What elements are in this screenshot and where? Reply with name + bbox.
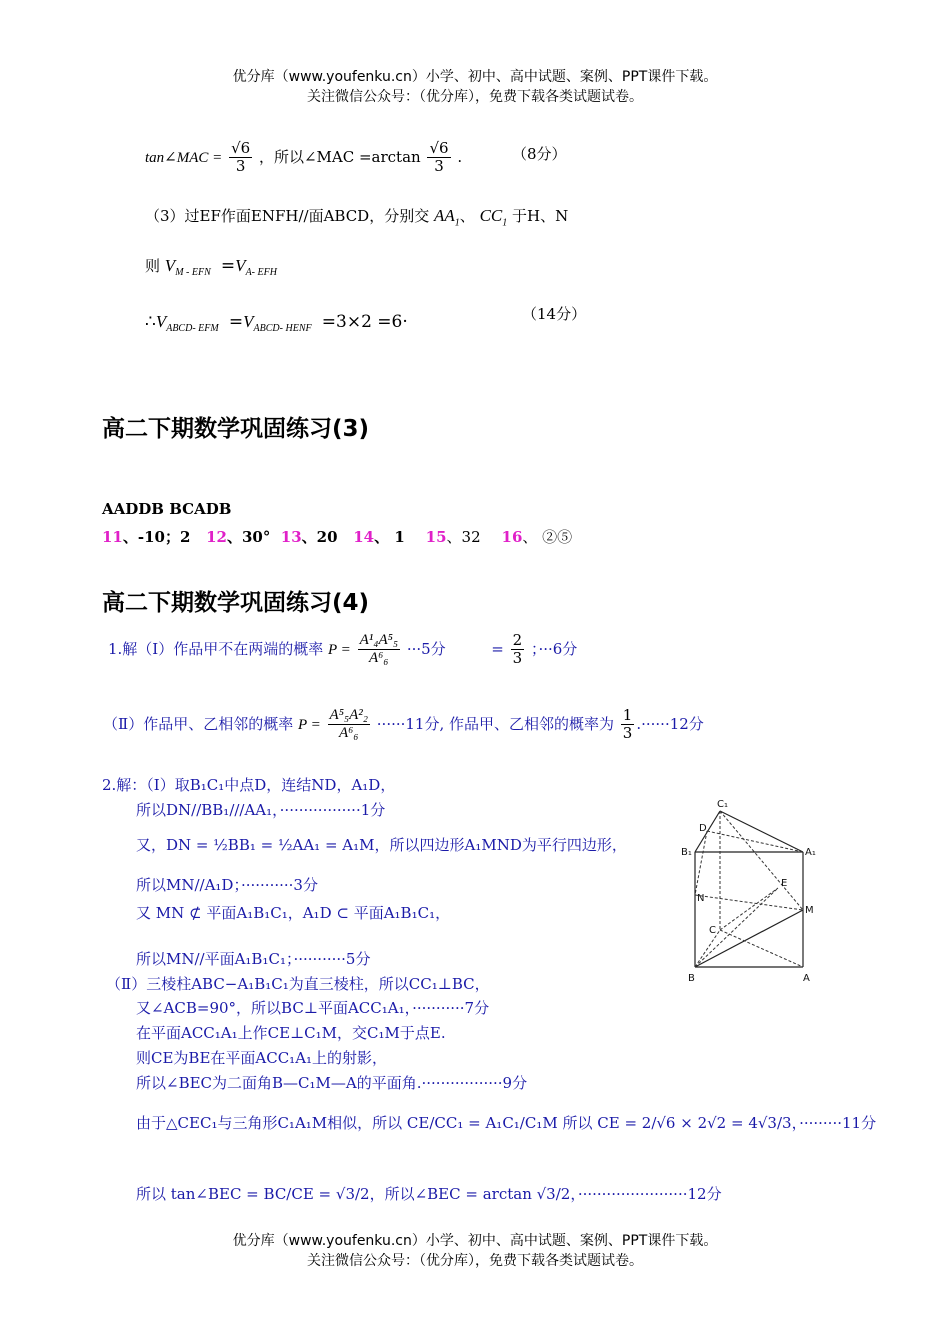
header-line-2: 关注微信公众号：（优分库），免费下载各类试题试卷。 — [307, 89, 643, 105]
q2-line-0: 2.解：（Ⅰ）取B₁C₁中点D，连结ND，A₁D， — [102, 776, 396, 794]
volume-line: $\therefore V_{ABCD- EFM} =V_{ABCD- HENF} =3\times 2 =6\cdot$ — [145, 312, 408, 334]
q2-line-10: 所以∠BEC为二面角B—C₁M—A的平面角.·················9分 — [136, 1074, 528, 1092]
q1-part1: 1.解（Ⅰ）作品甲不在两端的概率 P = $\frac{\text{A¹₄A⁵₅}}{\text{A⁶₆}}$ ···5分 = $\frac{2}{3}$ ；···6分 — [108, 631, 578, 668]
edge-b-m — [695, 910, 803, 967]
label-b: B — [688, 973, 695, 984]
label-c: C — [709, 925, 716, 936]
part3-line: （3）过EF作面ENFH//面ABCD，分别交 $AA_1$、 $CC_1$ 于H、N — [145, 206, 569, 229]
q1b-result-fraction: $\frac{1}{3}$ — [622, 706, 633, 743]
edge-n-m — [695, 895, 803, 910]
footer-line-2: 关注微信公众号：（优分库），免费下载各类试题试卷。 — [307, 1253, 643, 1269]
q2-line-9: 则CE为BE在平面ACC₁A₁上的射影， — [136, 1049, 388, 1067]
label-b1: B₁ — [681, 847, 692, 858]
tan-score: （8分） — [512, 145, 567, 163]
q2-line-1: 所以DN//BB₁///AA₁，·················1分 — [136, 801, 386, 819]
footer-line-1: 优分库（www.youfenku.cn）小学、初中、高中试题、案例、PPT课件下载。 — [232, 1233, 718, 1249]
q2-line-8: 在平面ACC₁A₁上作CE⊥C₁M，交C₁M于点E. — [136, 1024, 446, 1042]
volume-score: （14分） — [522, 305, 587, 323]
q1a-perm-fraction: $\frac{\text{A¹₄A⁵₅}}{\text{A⁶₆}}$ — [359, 632, 399, 667]
tan-fraction: $\frac{√6}{3}$ — [231, 139, 251, 176]
label-c1: C₁ — [717, 799, 728, 810]
edge-c-a — [720, 930, 803, 967]
q2-tan-line: 所以 tan∠BEC = BC/CE = √3/2，所以∠BEC = arctan √3/2，·······················12分 — [136, 1185, 722, 1203]
section4-title: 高二下期数学巩固练习(4) — [102, 590, 370, 616]
section3-choices: AADDB BCADB — [102, 500, 232, 518]
ze-line: 则 $V_{M - EFN} =V_{A- EFH}$ — [145, 256, 277, 278]
tan-lhs: tan∠MAC = — [145, 149, 223, 166]
label-a1: A₁ — [805, 847, 816, 858]
q1a-result-fraction: $\frac{2}{3}$ — [512, 631, 523, 668]
label-a: A — [803, 973, 810, 984]
edge-b-e — [695, 888, 778, 967]
edge-b-c — [695, 930, 720, 967]
label-e: E — [781, 878, 788, 889]
q1b-perm-fraction: $\frac{\text{A⁵₅A²₂}}{\text{A⁶₆}}$ — [329, 707, 368, 742]
q2-line-4: 又 MN ⊄ 平面A₁B₁C₁，A₁D ⊂ 平面A₁B₁C₁， — [136, 904, 451, 922]
q2-line-2: 又，DN = ½BB₁ = ½AA₁ = A₁M，所以四边形A₁MND为平行四边形， — [136, 836, 627, 854]
edge-d-n — [695, 831, 707, 895]
header-line-1: 优分库（www.youfenku.cn）小学、初中、高中试题、案例、PPT课件下载。 — [232, 69, 718, 85]
q2-line-6: （Ⅱ）三棱柱ABC−A₁B₁C₁为直三棱柱，所以CC₁⊥BC， — [106, 975, 490, 993]
label-d: D — [699, 823, 707, 834]
arctan-fraction: $\frac{√6}{3}$ — [429, 139, 449, 176]
q2-line-3: 所以MN//A₁D；···········3分 — [136, 876, 318, 894]
edge-c1-m — [720, 811, 803, 910]
label-m: M — [805, 905, 814, 916]
edge-d-a1 — [707, 831, 803, 852]
q2-line-5: 所以MN//平面A₁B₁C₁；···········5分 — [136, 950, 371, 968]
tan-mac-line: tan∠MAC = $\frac{√6}{3}$ ，所以∠MAC =arctan $\frac{√6}{3}$ . — [145, 139, 463, 176]
q2-similar-line: 由于△CEC₁与三角形C₁A₁M相似，所以 CE/CC₁ = A₁C₁/C₁M 所以 CE = 2/√6 × 2√2 = 4√3/3，·········11分 — [136, 1114, 877, 1132]
edge-c1-a1 — [720, 811, 803, 852]
q1-part2: （Ⅱ）作品甲、乙相邻的概率 P = $\frac{\text{A⁵₅A²₂}}{\text{A⁶₆}}$ ······11分, 作品甲、乙相邻的概率为 $\frac{1}{3}$ .······12分 — [103, 706, 704, 743]
tan-mid: ，所以∠MAC =arctan — [258, 147, 421, 166]
edge-c-e — [720, 888, 778, 930]
section3-title: 高二下期数学巩固练习(3) — [102, 416, 370, 442]
q2-line-7: 又∠ACB=90°，所以BC⊥平面ACC₁A₁，···········7分 — [136, 999, 490, 1017]
section3-answers: 11、-10；2 12、30° 13、20 14、 1 15、32 16、 ②⑤ — [102, 528, 573, 546]
label-n: N — [697, 893, 705, 904]
prism-figure — [675, 795, 825, 990]
